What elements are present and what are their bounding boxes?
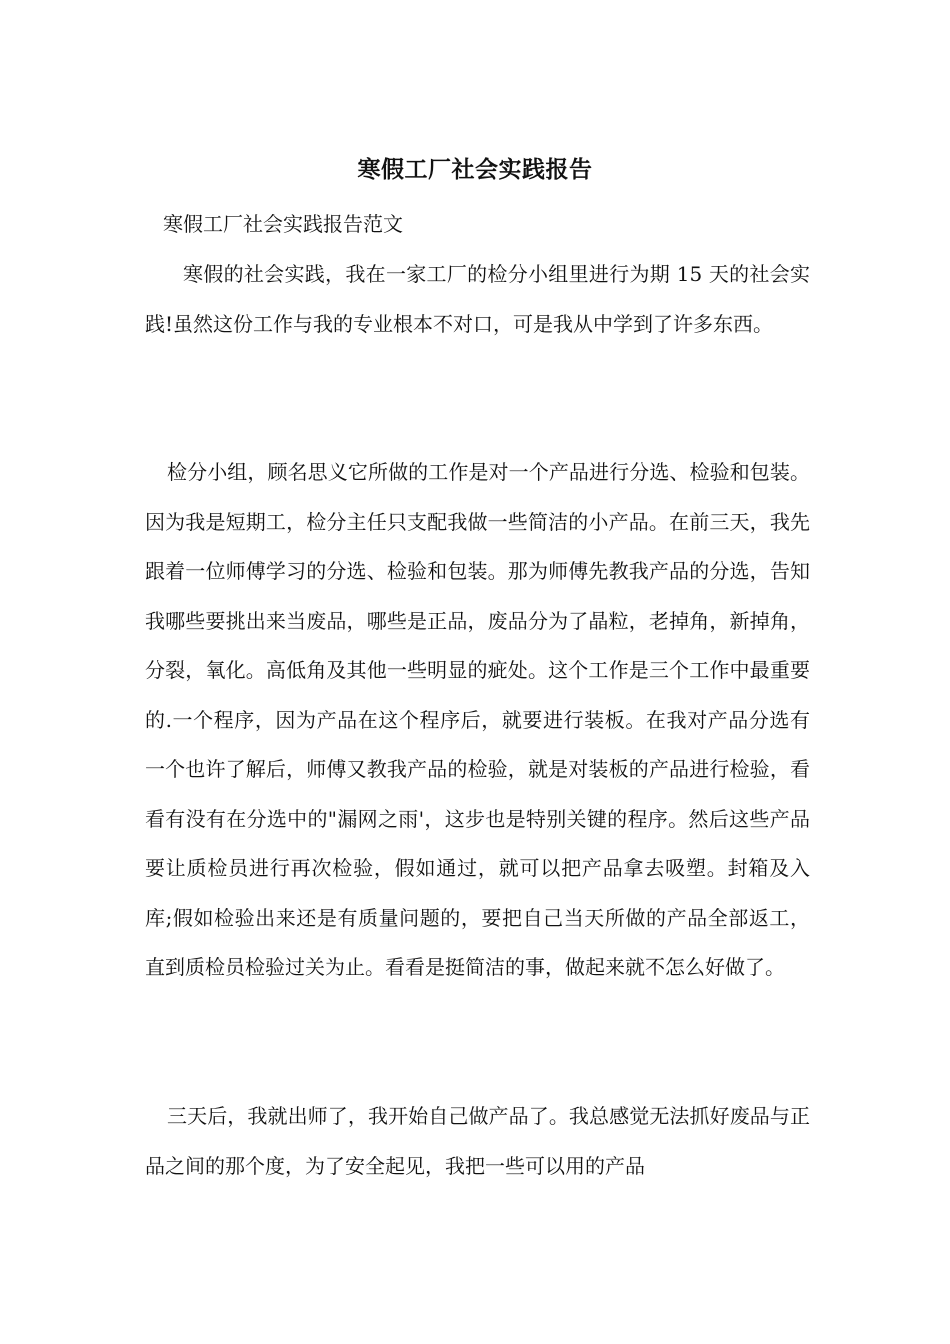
document-title: 寒假工厂社会实践报告 xyxy=(357,156,593,183)
document-subtitle: 寒假工厂社会实践报告范文 xyxy=(163,212,403,236)
paragraph-1: 寒假的社会实践，我在一家工厂的检分小组里进行为期 15 天的社会实践!虽然这份工作与我的专业根本不对口，可是我从中学到了许多东西。 xyxy=(145,262,810,336)
paragraph-2: 检分小组，顾名思义它所做的工作是对一个产品进行分选、检验和包装。因为我是短期工，检分主任只支配我做一些简洁的小产品。在前三天，我先跟着一位师傅学习的分选、检验和包装。那为师傅先教我产品的分选，告知我哪些要挑出来当废品，哪些是正品，废品分为了晶粒，老掉角，新掉角，分裂，氧化。高低角及其他一些明显的疵处。这个工作是三个工作中最重要的.一个程序，因为产品在这个程序后，就要进行装板。在我对产品分选有一个也许了解后，师傅又教我产品的检验，就是对装板的产品进行检验，看看有没有在分选中的"漏网之雨'，这步也是特别关键的程序。然后这些产品要让质检员进行再次检验，假如通过，就可以把产品拿去吸塑。封箱及入库;假如检验出来还是有质量问题的，要把自己当天所做的产品全部返工，直到质检员检验过关为止。看看是挺简洁的事，做起来就不怎么好做了。 xyxy=(145,460,810,979)
paragraph-3: 三天后，我就出师了，我开始自己做产品了。我总感觉无法抓好废品与正品之间的那个度，为了安全起见，我把一些可以用的产品 xyxy=(145,1104,810,1178)
